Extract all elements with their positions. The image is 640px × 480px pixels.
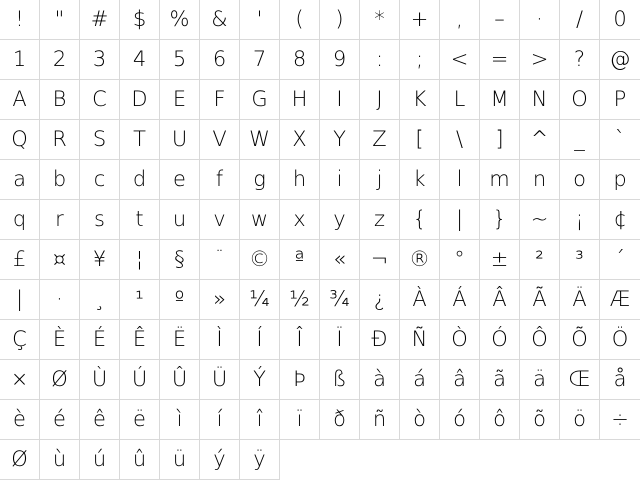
glyph-cell[interactable]: o (560, 160, 600, 200)
glyph-cell[interactable]: F (200, 80, 240, 120)
glyph-cell[interactable]: D (120, 80, 160, 120)
glyph-cell[interactable]: ± (480, 240, 520, 280)
glyph-cell[interactable]: Æ (600, 280, 640, 320)
glyph-cell[interactable]: · (520, 0, 560, 40)
glyph-cell[interactable]: Ö (600, 320, 640, 360)
glyph-cell[interactable]: ü (160, 440, 200, 480)
glyph-cell[interactable]: ~ (520, 200, 560, 240)
glyph-cell[interactable]: = (480, 40, 520, 80)
glyph-cell[interactable]: N (520, 80, 560, 120)
glyph-cell-empty (440, 440, 480, 480)
glyph-cell[interactable]: ¿ (360, 280, 400, 320)
glyph-cell[interactable]: © (240, 240, 280, 280)
glyph-cell[interactable]: v (200, 200, 240, 240)
glyph-cell[interactable]: Ê (120, 320, 160, 360)
glyph-cell[interactable]: ï (280, 400, 320, 440)
glyph-cell[interactable]: i (320, 160, 360, 200)
glyph-cell[interactable]: n (520, 160, 560, 200)
glyph-cell[interactable]: ` (600, 120, 640, 160)
glyph-cell[interactable]: Ø (40, 360, 80, 400)
glyph-cell[interactable]: 8 (280, 40, 320, 80)
glyph-cell[interactable]: Ø (0, 440, 40, 480)
glyph-cell[interactable]: 6 (200, 40, 240, 80)
glyph-cell[interactable]: ó (440, 400, 480, 440)
glyph-cell[interactable]: ½ (280, 280, 320, 320)
glyph-cell[interactable]: l (440, 160, 480, 200)
glyph-cell[interactable]: ¼ (240, 280, 280, 320)
glyph-cell[interactable]: Í (240, 320, 280, 360)
glyph-cell[interactable]: V (200, 120, 240, 160)
glyph-cell[interactable]: P (600, 80, 640, 120)
glyph-cell[interactable]: j (360, 160, 400, 200)
glyph-cell[interactable]: ¨ (200, 240, 240, 280)
glyph-cell[interactable]: ? (560, 40, 600, 80)
glyph-cell[interactable]: ð (320, 400, 360, 440)
glyph-cell[interactable]: ¢ (600, 200, 640, 240)
glyph-cell[interactable]: Ù (80, 360, 120, 400)
glyph-cell[interactable]: õ (520, 400, 560, 440)
glyph-cell[interactable]: ä (520, 360, 560, 400)
glyph-cell[interactable]: ¤ (40, 240, 80, 280)
glyph-cell[interactable]: m (480, 160, 520, 200)
glyph-cell[interactable]: ¡ (560, 200, 600, 240)
glyph-cell[interactable]: Á (440, 280, 480, 320)
glyph-cell[interactable]: $ (120, 0, 160, 40)
glyph-cell[interactable]: ] (480, 120, 520, 160)
glyph-cell[interactable]: S (80, 120, 120, 160)
glyph-cell[interactable]: ¾ (320, 280, 360, 320)
glyph-cell[interactable]: / (560, 0, 600, 40)
glyph-cell[interactable]: s (80, 200, 120, 240)
glyph-cell[interactable]: ( (280, 0, 320, 40)
glyph-cell[interactable]: ^ (520, 120, 560, 160)
glyph-cell[interactable]: à (360, 360, 400, 400)
glyph-cell[interactable]: T (120, 120, 160, 160)
glyph-cell[interactable]: ý (200, 440, 240, 480)
glyph-cell[interactable]: " (40, 0, 80, 40)
glyph-cell[interactable]: [ (400, 120, 440, 160)
glyph-cell[interactable]: è (0, 400, 40, 440)
glyph-cell[interactable]: b (40, 160, 80, 200)
glyph-cell[interactable]: · (40, 280, 80, 320)
glyph-cell[interactable]: Ñ (400, 320, 440, 360)
glyph-cell[interactable]: Ô (520, 320, 560, 360)
glyph-cell[interactable]: Ò (440, 320, 480, 360)
glyph-cell[interactable]: ) (320, 0, 360, 40)
glyph-cell[interactable]: t (120, 200, 160, 240)
glyph-cell[interactable]: Ü (200, 360, 240, 400)
glyph-cell[interactable]: ¬ (360, 240, 400, 280)
glyph-cell[interactable]: I (320, 80, 360, 120)
glyph-cell[interactable]: Î (280, 320, 320, 360)
glyph-cell[interactable]: u (160, 200, 200, 240)
glyph-cell[interactable]: w (240, 200, 280, 240)
glyph-cell[interactable]: ® (400, 240, 440, 280)
glyph-cell[interactable]: ê (80, 400, 120, 440)
glyph-cell[interactable]: z (360, 200, 400, 240)
glyph-cell[interactable]: ¹ (120, 280, 160, 320)
glyph-cell[interactable]: W (240, 120, 280, 160)
glyph-cell[interactable]: â (440, 360, 480, 400)
glyph-cell[interactable]: À (400, 280, 440, 320)
glyph-cell[interactable]: \ (440, 120, 480, 160)
glyph-cell[interactable]: ¥ (80, 240, 120, 280)
glyph-cell-empty (600, 440, 640, 480)
glyph-cell[interactable]: ; (400, 40, 440, 80)
glyph-cell[interactable]: Â (480, 280, 520, 320)
glyph-cell[interactable]: 1 (0, 40, 40, 80)
glyph-cell[interactable]: L (440, 80, 480, 120)
glyph-cell[interactable]: § (160, 240, 200, 280)
glyph-cell[interactable]: ¸ (80, 280, 120, 320)
glyph-cell[interactable]: d (120, 160, 160, 200)
glyph-cell[interactable]: – (480, 0, 520, 40)
glyph-cell[interactable]: x (280, 200, 320, 240)
glyph-cell[interactable]: Y (320, 120, 360, 160)
glyph-cell[interactable]: e (160, 160, 200, 200)
glyph-cell[interactable]: k (400, 160, 440, 200)
glyph-cell[interactable]: Ç (0, 320, 40, 360)
glyph-cell[interactable]: ñ (360, 400, 400, 440)
glyph-cell[interactable]: X (280, 120, 320, 160)
glyph-cell[interactable]: 0 (600, 0, 640, 40)
glyph-cell[interactable]: ! (0, 0, 40, 40)
glyph-cell-empty (480, 440, 520, 480)
glyph-cell[interactable]: ß (320, 360, 360, 400)
glyph-cell-empty (280, 440, 320, 480)
glyph-cell[interactable]: Ú (120, 360, 160, 400)
glyph-cell[interactable]: f (200, 160, 240, 200)
glyph-cell[interactable]: é (40, 400, 80, 440)
glyph-cell[interactable]: J (360, 80, 400, 120)
glyph-cell-empty (560, 440, 600, 480)
glyph-cell[interactable]: × (0, 360, 40, 400)
glyph-cell[interactable]: } (480, 200, 520, 240)
glyph-cell[interactable]: £ (0, 240, 40, 280)
glyph-cell[interactable]: | (0, 280, 40, 320)
glyph-cell-empty (400, 440, 440, 480)
glyph-cell[interactable]: ÿ (240, 440, 280, 480)
glyph-cell[interactable]: 5 (160, 40, 200, 80)
glyph-cell[interactable]: Ë (160, 320, 200, 360)
glyph-cell[interactable]: ª (280, 240, 320, 280)
glyph-cell[interactable]: í (200, 400, 240, 440)
glyph-cell[interactable]: g (240, 160, 280, 200)
glyph-cell[interactable]: ò (400, 400, 440, 440)
glyph-cell[interactable]: ³ (560, 240, 600, 280)
glyph-cell[interactable]: ö (560, 400, 600, 440)
glyph-cell[interactable]: Ó (480, 320, 520, 360)
glyph-cell[interactable]: È (40, 320, 80, 360)
glyph-cell[interactable]: ô (480, 400, 520, 440)
glyph-cell[interactable]: á (400, 360, 440, 400)
glyph-cell[interactable]: @ (600, 40, 640, 80)
glyph-cell[interactable]: 2 (40, 40, 80, 80)
glyph-cell[interactable]: C (80, 80, 120, 120)
glyph-cell[interactable]: : (360, 40, 400, 80)
glyph-cell[interactable]: A (0, 80, 40, 120)
glyph-cell[interactable]: ù (40, 440, 80, 480)
glyph-cell[interactable]: ë (120, 400, 160, 440)
glyph-cell[interactable]: Ä (560, 280, 600, 320)
glyph-cell-empty (520, 440, 560, 480)
glyph-cell[interactable]: » (200, 280, 240, 320)
glyph-cell[interactable]: * (360, 0, 400, 40)
glyph-cell[interactable]: E (160, 80, 200, 120)
glyph-cell[interactable]: î (240, 400, 280, 440)
glyph-cell[interactable]: ú (80, 440, 120, 480)
glyph-cell-empty (320, 440, 360, 480)
glyph-cell[interactable]: ¦ (120, 240, 160, 280)
glyph-cell[interactable]: 9 (320, 40, 360, 80)
glyph-cell[interactable]: ° (440, 240, 480, 280)
glyph-cell[interactable]: O (560, 80, 600, 120)
glyph-cell[interactable]: y (320, 200, 360, 240)
glyph-cell[interactable]: M (480, 80, 520, 120)
glyph-cell[interactable]: { (400, 200, 440, 240)
glyph-cell[interactable]: Û (160, 360, 200, 400)
glyph-cell[interactable]: _ (560, 120, 600, 160)
glyph-cell[interactable]: # (80, 0, 120, 40)
glyph-cell[interactable]: Q (0, 120, 40, 160)
glyph-cell[interactable]: R (40, 120, 80, 160)
glyph-cell[interactable]: ã (480, 360, 520, 400)
glyph-cell[interactable]: Ì (200, 320, 240, 360)
glyph-cell[interactable]: K (400, 80, 440, 120)
glyph-cell[interactable]: É (80, 320, 120, 360)
glyph-cell[interactable]: % (160, 0, 200, 40)
glyph-cell[interactable]: r (40, 200, 80, 240)
glyph-cell[interactable]: c (80, 160, 120, 200)
glyph-cell[interactable]: ì (160, 400, 200, 440)
glyph-cell[interactable]: ² (520, 240, 560, 280)
glyph-cell[interactable]: p (600, 160, 640, 200)
glyph-cell[interactable]: Õ (560, 320, 600, 360)
glyph-cell[interactable]: Ã (520, 280, 560, 320)
glyph-cell[interactable]: & (200, 0, 240, 40)
glyph-cell[interactable]: Ï (320, 320, 360, 360)
glyph-cell[interactable]: G (240, 80, 280, 120)
glyph-cell[interactable]: q (0, 200, 40, 240)
glyph-cell[interactable]: ÷ (600, 400, 640, 440)
glyph-cell[interactable]: | (440, 200, 480, 240)
glyph-cell[interactable]: 4 (120, 40, 160, 80)
glyph-cell[interactable]: 7 (240, 40, 280, 80)
glyph-cell[interactable]: û (120, 440, 160, 480)
glyph-cell[interactable]: B (40, 80, 80, 120)
glyph-cell[interactable]: Œ (560, 360, 600, 400)
glyph-cell[interactable]: H (280, 80, 320, 120)
glyph-cell[interactable]: > (520, 40, 560, 80)
glyph-cell[interactable]: ´ (600, 240, 640, 280)
glyph-cell[interactable]: Ð (360, 320, 400, 360)
glyph-cell[interactable]: 3 (80, 40, 120, 80)
glyph-cell[interactable]: « (320, 240, 360, 280)
glyph-cell[interactable]: å (600, 360, 640, 400)
glyph-cell[interactable]: Z (360, 120, 400, 160)
glyph-cell[interactable]: , (440, 0, 480, 40)
glyph-cell[interactable]: º (160, 280, 200, 320)
glyph-cell[interactable]: ' (240, 0, 280, 40)
glyph-cell-empty (360, 440, 400, 480)
glyph-cell[interactable]: h (280, 160, 320, 200)
glyph-cell[interactable]: + (400, 0, 440, 40)
glyph-cell[interactable]: U (160, 120, 200, 160)
glyph-cell[interactable]: a (0, 160, 40, 200)
glyph-cell[interactable]: Ý (240, 360, 280, 400)
glyph-cell[interactable]: Þ (280, 360, 320, 400)
glyph-cell[interactable]: < (440, 40, 480, 80)
